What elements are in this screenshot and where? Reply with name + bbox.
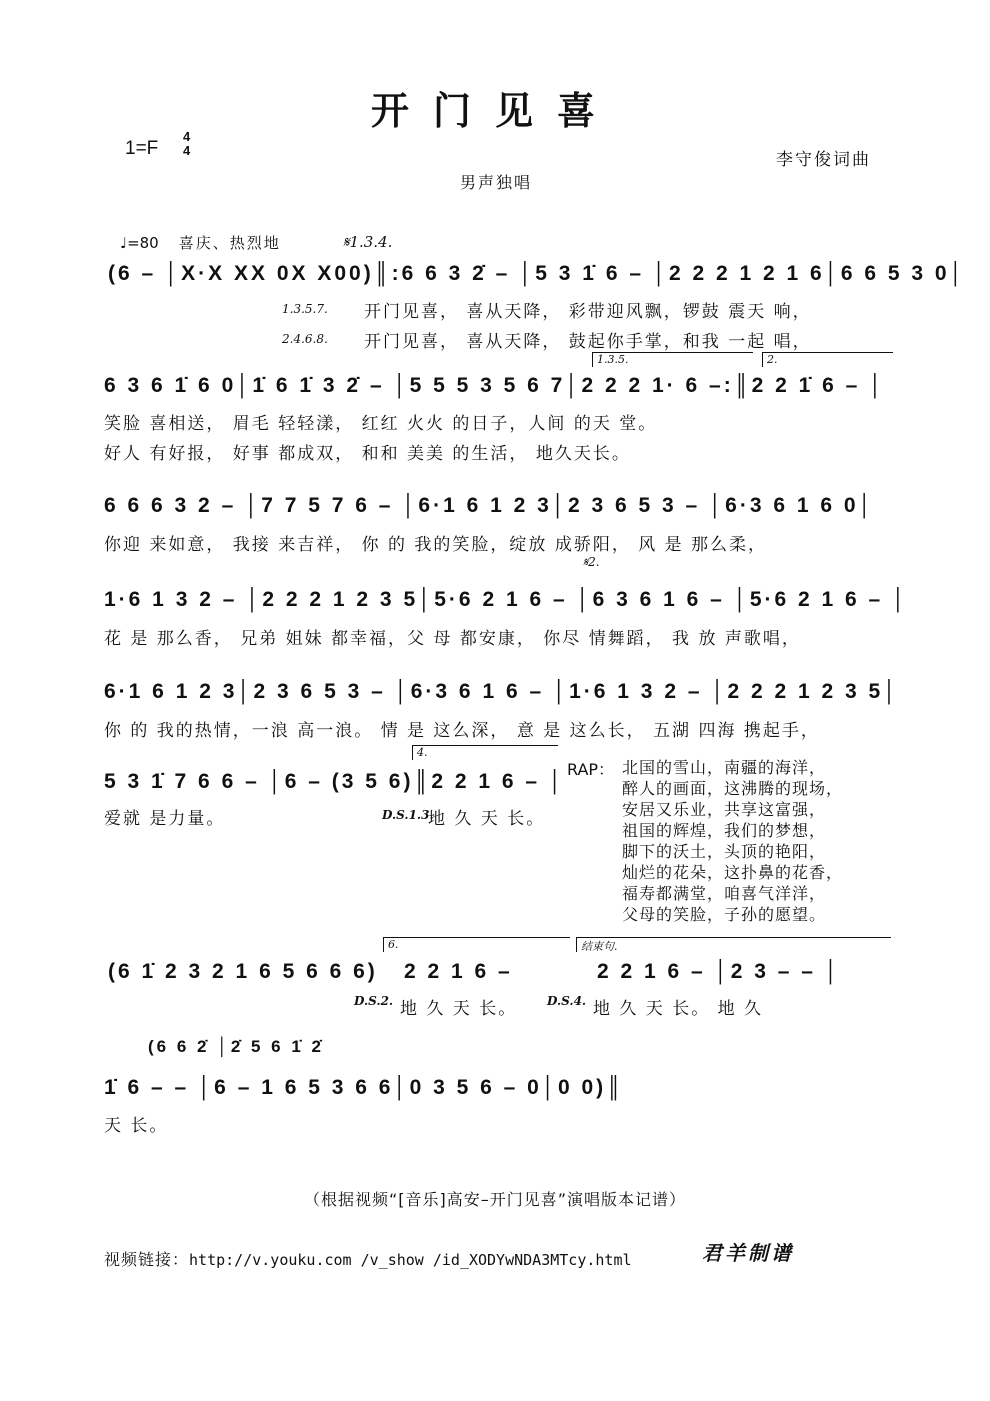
row7-lyric-b: 地 久 天 长。 xyxy=(400,999,518,1019)
row5-lyric: 你 的 我的热情，一浪 高一浪。 情 是 这么深， 意 是 这么长， 五湖 四海 携起手， xyxy=(104,721,820,741)
volta-bracket: 4. xyxy=(412,745,558,760)
dal-segno: D.S.1.3. xyxy=(382,808,434,822)
rap-line: 祖国的辉煌，我们的梦想， xyxy=(622,821,827,840)
song-title: 开门见喜 xyxy=(370,88,619,133)
tempo-marking xyxy=(120,232,281,253)
row4-notes: 1·6 1 3 2 – │2 2 2 1 2 3 5│5·6 2 1 6 – │6 3 6 1 6 – │5·6 2 1 6 – │ xyxy=(104,588,909,611)
row3-notes: 6 6 6 3 2 – │7 7 5 7 6 – │6·1 6 1 2 3│2 3 6 5 3 – │6·3 6 1 6 0│ xyxy=(104,494,875,517)
time-bottom: 4 xyxy=(183,143,191,158)
time-signature xyxy=(183,130,190,158)
row6-notes: 5 3 1̇ 7 6 6 – │6 – (3 5 6)║2 2 1 6 – │ xyxy=(104,770,566,793)
row8-lyric: 天 长。 xyxy=(104,1116,169,1136)
dal-segno: D.S.2. xyxy=(354,994,394,1008)
volta-bracket: 6. xyxy=(383,937,570,952)
row6-lyric: 爱就 是力量。 xyxy=(104,809,226,829)
rap-line: 北国的雪山，南疆的海洋， xyxy=(622,758,827,777)
row1-lyric-1: 开门见喜， 喜从天降， 彩带迎风飘，锣鼓 震天 响， xyxy=(364,302,812,322)
row3-lyric: 你迎 来如意， 我接 来吉祥， 你 的 我的笑脸，绽放 成骄阳， 风 是 那么柔， xyxy=(104,535,768,555)
row5-notes: 6·1 6 1 2 3│2 3 6 5 3 – │6·3 6 1 6 – │1·6 1 3 2 – │2 2 2 1 2 3 5│ xyxy=(104,680,900,703)
signature: 君羊制谱 xyxy=(702,1241,794,1265)
volta-bracket: 2. xyxy=(762,352,893,367)
rap-line: 灿烂的花朵，这扑鼻的花香， xyxy=(622,863,844,882)
segno-mark: 𝄋1.3.4. xyxy=(343,233,393,251)
rap-line: 福寿都满堂，咱喜气洋洋， xyxy=(622,884,827,903)
video-link xyxy=(104,1247,632,1270)
time-top: 4 xyxy=(183,129,191,144)
rap-line: 父母的笑脸，子孙的愿望。 xyxy=(622,905,827,924)
link-label: 视频链接： xyxy=(104,1250,190,1269)
key-signature: 1=F xyxy=(125,138,159,159)
singer: 男声独唱 xyxy=(460,173,533,192)
segno-mark: 𝄋2. xyxy=(583,555,600,569)
row8-upper-voice: (6 6 2̇ │2̇ 5 6 1̇ 2̇ xyxy=(148,1037,324,1056)
row2-notes: 6 3 6 1̇ 6 0│1̇ 6 1̇ 3 2̇ – │5 5 5 3 5 6 7│2 2 2 1· 6 –:║2 2 1̇ 6 – │ xyxy=(104,374,886,397)
rap-label: RAP： xyxy=(567,760,615,779)
row7-notes-b: 2 2 1 6 – xyxy=(404,960,513,983)
row7-interlude: (6 1̇ 2 3 2 1 6 5 6 6 6) xyxy=(108,960,378,983)
row8-notes: 1̇ 6 – – │6 – 1 6 5 3 6 6│0 3 5 6 – 0│0 0)║ xyxy=(104,1076,625,1099)
row7-notes-c: 2 2 1 6 – │2 3 – – │ xyxy=(597,960,841,983)
verse-number: 1.3.5.7. xyxy=(282,302,328,316)
volta-bracket: 结束句. xyxy=(576,937,891,952)
row7-lyric-c: 地 久 天 长。 地 久 xyxy=(593,999,764,1019)
mood: 喜庆、热烈地 xyxy=(178,234,281,252)
author: 李守俊词曲 xyxy=(776,150,871,170)
rap-line: 醉人的画面，这沸腾的现场， xyxy=(622,779,844,798)
dal-segno: D.S.4. xyxy=(547,994,587,1008)
row2-lyric-2: 好人 有好报， 好事 都成双， 和和 美美 的生活， 地久天长。 xyxy=(104,444,631,464)
volta-bracket: 1.3.5. xyxy=(592,352,753,367)
source-note: （根据视频“[音乐]高安–开门见喜”演唱版本记谱） xyxy=(303,1190,687,1209)
rap-line: 脚下的沃土，头顶的艳阳， xyxy=(622,842,827,861)
row4-lyric: 花 是 那么香， 兄弟 姐妹 都幸福，父 母 都安康， 你尽 情舞蹈， 我 放 声歌唱， xyxy=(104,629,801,649)
rap-lyrics xyxy=(622,757,843,925)
rap-line: 安居又乐业，共享这富强， xyxy=(622,800,827,819)
row6-lyric-end: 地 久 天 长。 xyxy=(428,809,546,829)
row1-notes: (6 – │X·X XX 0X X00)║:6 6 3 2̇ – │5 3 1̇ 6 – │2 2 2 1 2 1 6│6 6 5 3 0│ xyxy=(108,262,966,285)
verse-number: 2.4.6.8. xyxy=(282,332,328,346)
tempo-value: ♩=80 xyxy=(120,234,159,252)
row1-lyric-2: 开门见喜， 喜从天降， 鼓起你手掌，和我 一起 唱， xyxy=(364,332,812,352)
row2-lyric-1: 笑脸 喜相送， 眉毛 轻轻漾， 红红 火火 的日子，人间 的天 堂。 xyxy=(104,414,658,434)
link-url[interactable]: http://v.youku.com /v_show /id_XODYwNDA3MTcy.html xyxy=(189,1251,632,1269)
